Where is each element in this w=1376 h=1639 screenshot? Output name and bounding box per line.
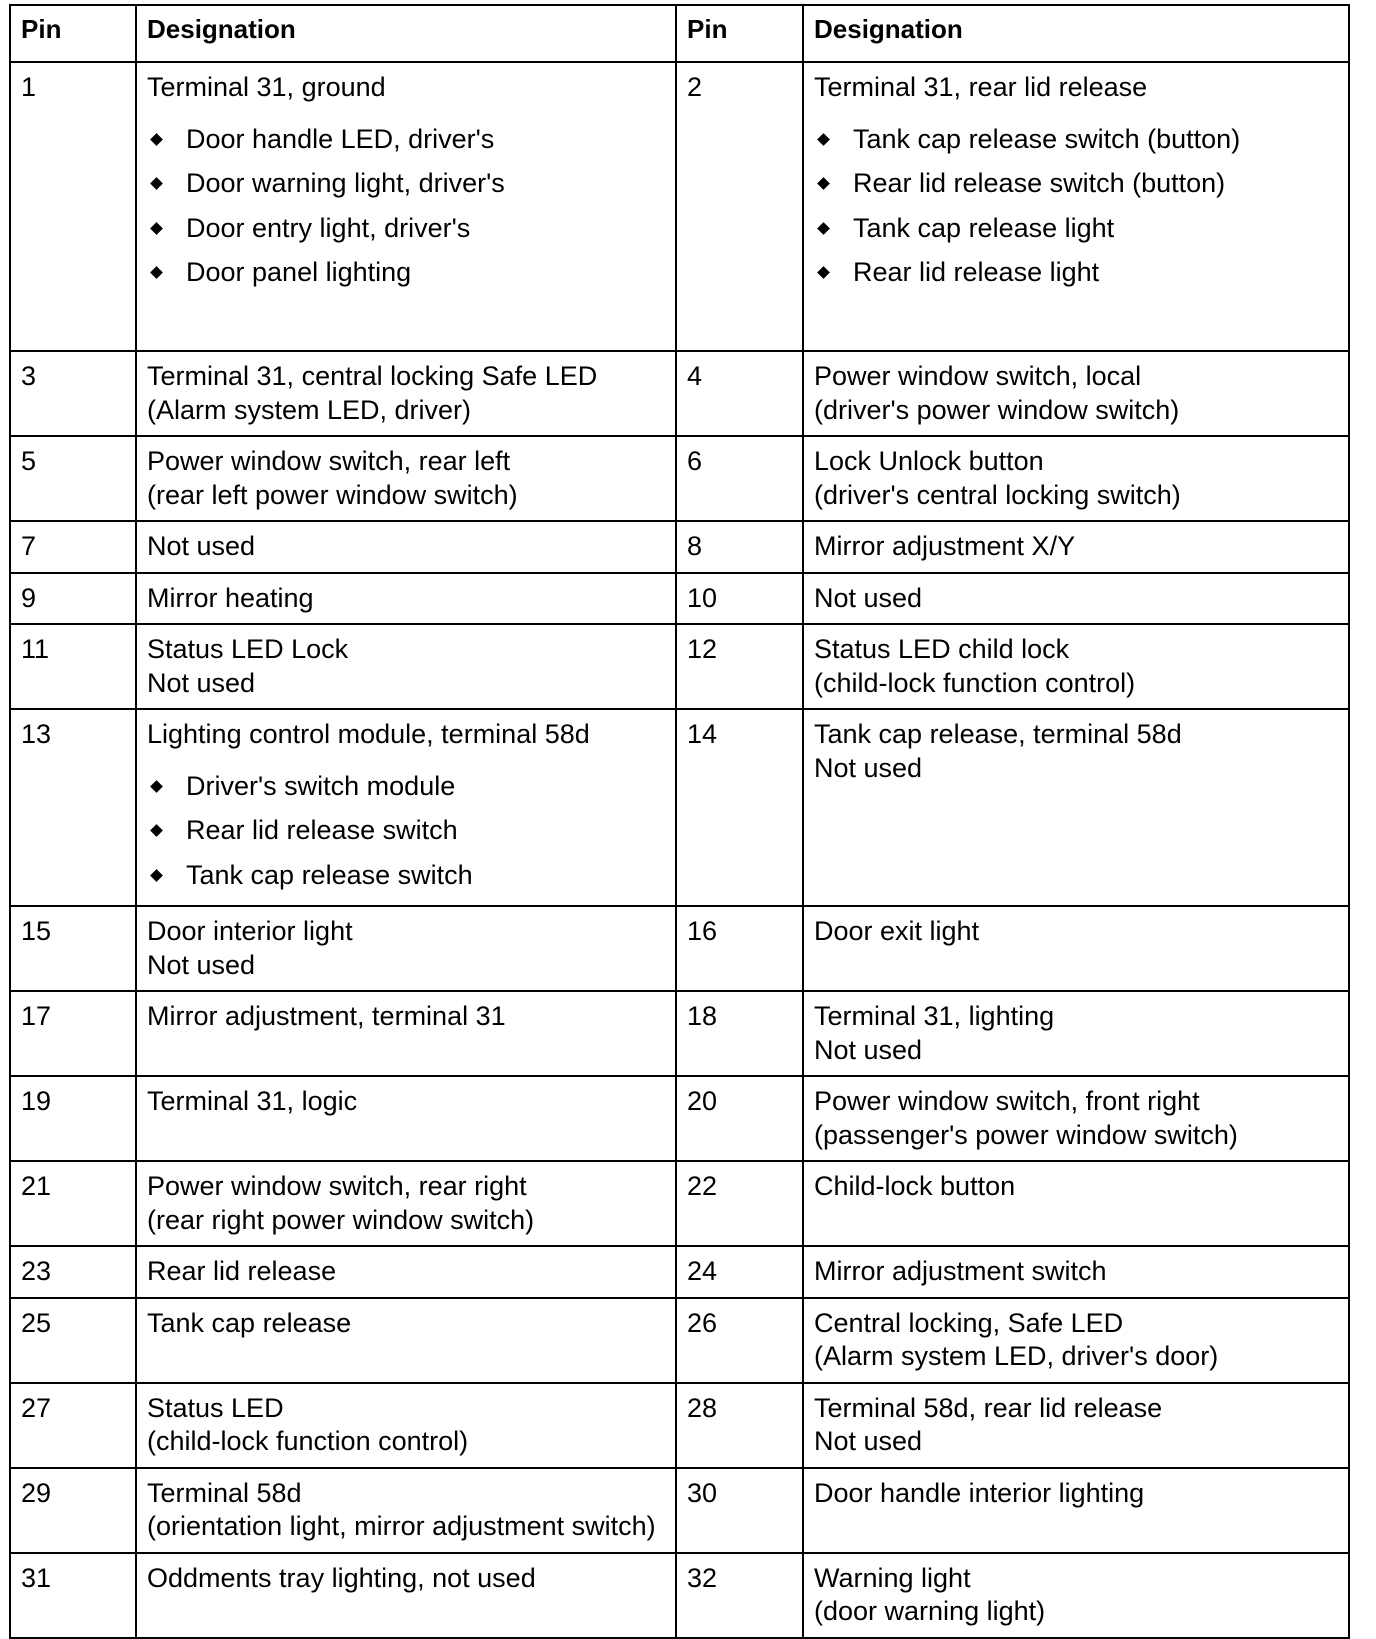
table-row — [10, 573, 1349, 625]
pin-number-cell: 30 — [676, 1468, 803, 1553]
designation-line: Mirror heating — [147, 582, 314, 613]
designation-line: (child-lock function control) — [147, 1426, 469, 1456]
pin-number-cell: 28 — [676, 1383, 803, 1468]
table-row — [10, 1246, 1349, 1298]
designation-line: Rear lid release — [147, 1256, 337, 1286]
designation-cell — [803, 906, 1349, 991]
designation-cell — [803, 573, 1349, 625]
designation-cell — [136, 1246, 676, 1298]
bullet-item — [814, 161, 1338, 206]
bullet-text: Tank cap release switch — [186, 859, 473, 890]
designation-cell — [136, 436, 676, 521]
table-row — [10, 521, 1349, 573]
designation-line: Not used — [814, 582, 923, 613]
designation-line: Lighting control module, terminal 58d — [147, 719, 590, 749]
designation-line: Lock Unlock button — [814, 446, 1044, 476]
designation-line: (child-lock function control) — [814, 667, 1136, 698]
pin-number-cell: 7 — [10, 521, 136, 573]
designation-cell — [803, 709, 1349, 906]
header-designation-right: Designation — [803, 5, 1349, 62]
diamond-bullet-icon — [150, 824, 163, 837]
designation-line: Not used — [147, 667, 256, 698]
designation-line: Terminal 31, central locking Safe LED — [147, 361, 598, 391]
designation-line: (passenger's power window switch) — [814, 1119, 1238, 1150]
pin-number-cell: 26 — [676, 1298, 803, 1383]
designation-line: (rear left power window switch) — [147, 479, 518, 510]
designation-cell — [803, 1383, 1349, 1468]
designation-cell — [136, 62, 676, 351]
table-row — [10, 991, 1349, 1076]
designation-line: (driver's central locking switch) — [814, 479, 1181, 510]
bullet-text: Door panel lighting — [186, 257, 412, 287]
table-row — [10, 1468, 1349, 1553]
diamond-bullet-icon — [817, 177, 830, 190]
pin-number-cell: 32 — [676, 1553, 803, 1638]
designation-line: Tank cap release, terminal 58d — [814, 719, 1182, 749]
designation-line: Mirror adjustment X/Y — [814, 531, 1076, 561]
bullet-text: Rear lid release light — [853, 257, 1100, 287]
pin-number-cell: 21 — [10, 1161, 136, 1246]
bullet-text: Driver's switch module — [186, 770, 456, 801]
pin-number-cell: 19 — [10, 1076, 136, 1161]
designation-line: Terminal 31, ground — [147, 72, 386, 102]
designation-cell — [136, 573, 676, 625]
header-pin-left: Pin — [10, 5, 136, 62]
pin-number-cell: 24 — [676, 1246, 803, 1298]
diamond-bullet-icon — [817, 222, 830, 235]
designation-cell — [803, 1246, 1349, 1298]
diamond-bullet-icon — [150, 780, 163, 793]
designation-cell — [136, 1468, 676, 1553]
pin-number-cell: 23 — [10, 1246, 136, 1298]
designation-cell — [136, 1161, 676, 1246]
designation-cell — [136, 1553, 676, 1638]
bullet-item — [147, 808, 665, 853]
bullet-item — [814, 250, 1338, 295]
table-row — [10, 709, 1349, 906]
designation-cell — [136, 1298, 676, 1383]
diamond-bullet-icon — [150, 222, 163, 235]
bullet-item — [147, 206, 665, 251]
designation-line: Terminal 31, lighting — [814, 1001, 1055, 1031]
designation-line: Power window switch, rear left — [147, 446, 511, 476]
designation-cell — [803, 1553, 1349, 1638]
pin-number-cell: 29 — [10, 1468, 136, 1553]
bullet-text: Door warning light, driver's — [186, 168, 505, 198]
designation-cell — [803, 351, 1349, 436]
pin-number-cell: 5 — [10, 436, 136, 521]
designation-line: Terminal 31, logic — [147, 1086, 358, 1116]
pin-number-cell: 20 — [676, 1076, 803, 1161]
bullet-item — [814, 206, 1338, 251]
pin-number-cell: 2 — [676, 62, 803, 351]
pin-number-cell: 13 — [10, 709, 136, 906]
bullet-item — [147, 161, 665, 206]
designation-line: (driver's power window switch) — [814, 394, 1180, 425]
bullet-item — [147, 764, 665, 809]
table-row — [10, 1383, 1349, 1468]
designation-cell — [803, 521, 1349, 573]
designation-line: Power window switch, rear right — [147, 1171, 527, 1201]
table-header — [10, 5, 1349, 62]
designation-cell — [803, 436, 1349, 521]
designation-line: Status LED child lock — [814, 634, 1070, 664]
pin-number-cell: 9 — [10, 573, 136, 625]
pin-number-cell: 10 — [676, 573, 803, 625]
pin-assignment-table — [9, 4, 1350, 1639]
pin-number-cell: 6 — [676, 436, 803, 521]
designation-line: Door handle interior lighting — [814, 1477, 1145, 1508]
designation-cell — [803, 1468, 1349, 1553]
designation-line: Power window switch, front right — [814, 1086, 1200, 1116]
designation-line: Status LED — [147, 1392, 284, 1423]
designation-line: Central locking, Safe LED — [814, 1307, 1124, 1338]
table-row — [10, 351, 1349, 436]
designation-cell — [136, 521, 676, 573]
designation-line: Terminal 31, rear lid release — [814, 72, 1148, 102]
header-row — [10, 5, 1349, 62]
bullet-text: Rear lid release switch — [186, 815, 458, 845]
table-row — [10, 906, 1349, 991]
bullet-item — [147, 853, 665, 898]
header-designation-left: Designation — [136, 5, 676, 62]
pin-number-cell: 14 — [676, 709, 803, 906]
designation-cell — [803, 1076, 1349, 1161]
pin-number-cell: 11 — [10, 624, 136, 709]
designation-cell — [136, 906, 676, 991]
designation-line: Mirror adjustment switch — [814, 1256, 1107, 1286]
designation-line: Door exit light — [814, 916, 980, 946]
pin-number-cell: 18 — [676, 991, 803, 1076]
designation-cell — [136, 1383, 676, 1468]
designation-line: (door warning light) — [814, 1596, 1046, 1626]
bullet-text: Door handle LED, driver's — [186, 123, 495, 154]
pin-number-cell: 8 — [676, 521, 803, 573]
designation-line: (rear right power window switch) — [147, 1204, 535, 1235]
table-row — [10, 1298, 1349, 1383]
bullet-item — [147, 250, 665, 295]
diamond-bullet-icon — [817, 133, 830, 146]
pin-number-cell: 3 — [10, 351, 136, 436]
header-pin-right: Pin — [676, 5, 803, 62]
designation-line: Door interior light — [147, 916, 353, 946]
designation-line: Not used — [814, 1034, 923, 1065]
bullet-list — [814, 117, 1338, 295]
diamond-bullet-icon — [150, 869, 163, 882]
designation-line: Power window switch, local — [814, 361, 1142, 391]
pin-number-cell: 4 — [676, 351, 803, 436]
pin-number-cell: 12 — [676, 624, 803, 709]
pin-number-cell: 16 — [676, 906, 803, 991]
bullet-list — [147, 117, 665, 295]
diamond-bullet-icon — [150, 266, 163, 279]
diamond-bullet-icon — [150, 133, 163, 146]
pin-number-cell: 17 — [10, 991, 136, 1076]
pin-number-cell: 1 — [10, 62, 136, 351]
pin-number-cell: 25 — [10, 1298, 136, 1383]
designation-line: (Alarm system LED, driver) — [147, 394, 472, 425]
designation-line: Status LED Lock — [147, 634, 349, 664]
designation-line: Not used — [147, 531, 256, 561]
designation-line: Not used — [814, 752, 923, 783]
table-body — [10, 62, 1349, 1638]
bullet-text: Door entry light, driver's — [186, 212, 471, 243]
designation-line: (Alarm system LED, driver's door) — [814, 1341, 1219, 1371]
designation-cell — [136, 624, 676, 709]
designation-cell — [803, 624, 1349, 709]
table-row — [10, 1076, 1349, 1161]
designation-cell — [803, 1161, 1349, 1246]
bullet-item — [814, 117, 1338, 162]
designation-cell — [136, 991, 676, 1076]
designation-cell — [136, 709, 676, 906]
pin-number-cell: 31 — [10, 1553, 136, 1638]
designation-line: Tank cap release — [147, 1307, 352, 1338]
designation-cell — [803, 62, 1349, 351]
pin-number-cell: 27 — [10, 1383, 136, 1468]
designation-line: Not used — [814, 1426, 923, 1456]
designation-line: Not used — [147, 949, 256, 980]
designation-line: Warning light — [814, 1562, 971, 1593]
designation-line: (orientation light, mirror adjustment switch) — [147, 1511, 656, 1541]
designation-line: Mirror adjustment, terminal 31 — [147, 1001, 506, 1031]
bullet-list — [147, 764, 665, 898]
bullet-text: Tank cap release switch (button) — [853, 123, 1241, 154]
designation-cell — [136, 351, 676, 436]
pin-number-cell: 15 — [10, 906, 136, 991]
designation-cell — [803, 991, 1349, 1076]
bullet-item — [147, 117, 665, 162]
bullet-text: Tank cap release light — [853, 212, 1115, 243]
bullet-text: Rear lid release switch (button) — [853, 168, 1226, 198]
table-row — [10, 62, 1349, 351]
diamond-bullet-icon — [150, 177, 163, 190]
designation-cell — [136, 1076, 676, 1161]
designation-line: Child-lock button — [814, 1171, 1016, 1201]
pin-number-cell: 22 — [676, 1161, 803, 1246]
designation-cell — [803, 1298, 1349, 1383]
diamond-bullet-icon — [817, 266, 830, 279]
table-row — [10, 1161, 1349, 1246]
designation-line: Terminal 58d — [147, 1477, 302, 1508]
table-row — [10, 1553, 1349, 1638]
designation-line: Oddments tray lighting, not used — [147, 1562, 536, 1593]
designation-line: Terminal 58d, rear lid release — [814, 1392, 1163, 1423]
table-row — [10, 624, 1349, 709]
table-row — [10, 436, 1349, 521]
